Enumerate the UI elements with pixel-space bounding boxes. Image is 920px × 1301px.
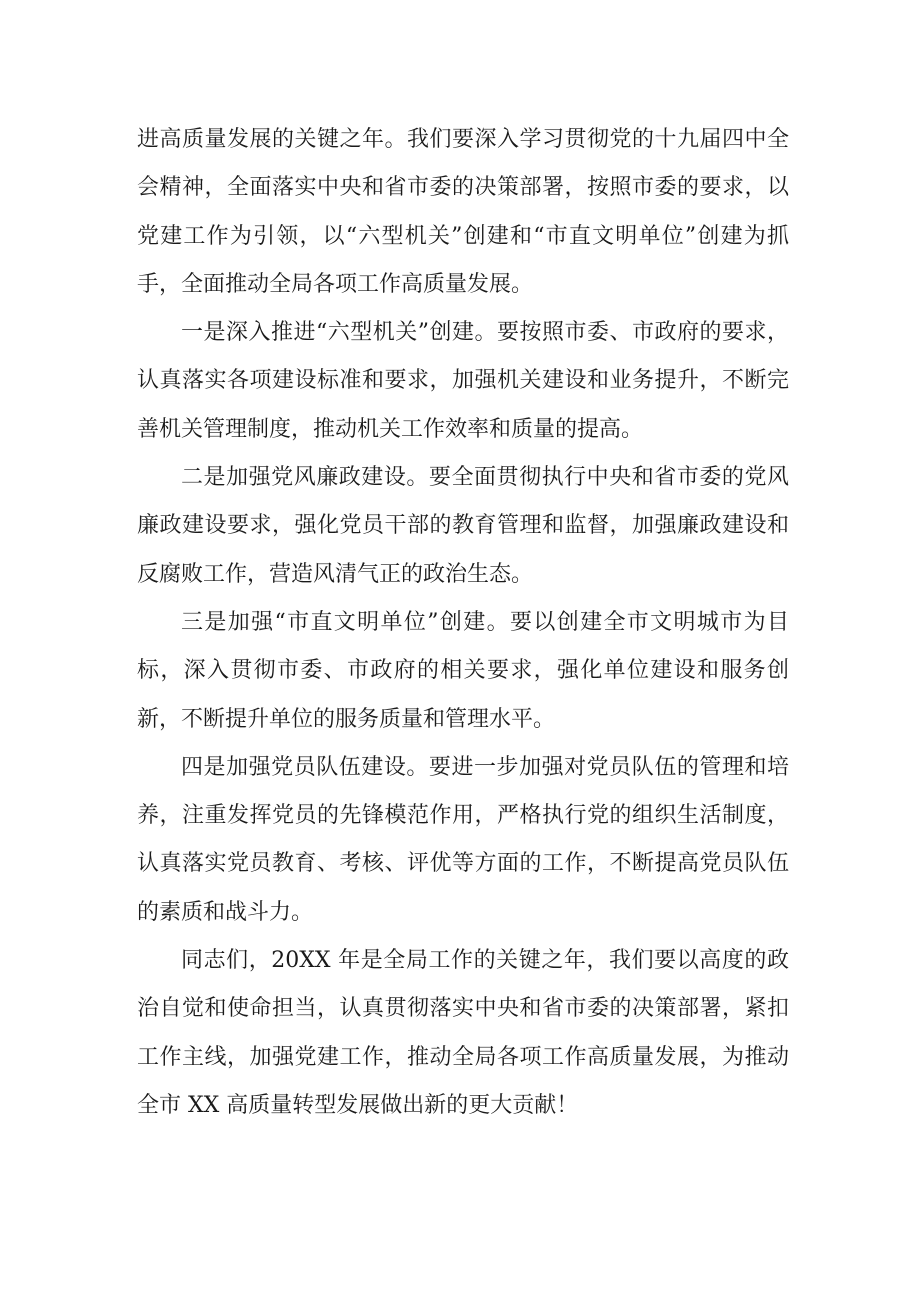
paragraph-closing: 同志们，20XX 年是全局工作的关键之年，我们要以高度的政治自觉和使命担当，认真贯彻落实中央和省市委的决策部署，紧扣工作主线，加强党建工作，推动全局各项工作高质量发展，为推动全市 XX 高质量转型发展做出新的更大贡献！ [137, 948, 789, 1118]
paragraph-six-type-organ: 一是深入推进“六型机关”创建。要按照市委、市政府的要求，认真落实各项建设标准和要求，加强机关建设和业务提升，不断完善机关管理制度，推动机关工作效率和质量的提高。 [137, 320, 789, 442]
document-body [137, 116, 789, 1130]
paragraph-intro: 进高质量发展的关键之年。我们要深入学习贯彻党的十九届四中全会精神，全面落实中央和省市委的决策部署，按照市委的要求，以党建工作为引领，以“六型机关”创建和“市直文明单位”创建为抓手，全面推动全局各项工作高质量发展。 [137, 127, 789, 297]
paragraph-civilized-unit: 三是加强“市直文明单位”创建。要以创建全市文明城市为目标，深入贯彻市委、市政府的相关要求，强化单位建设和服务创新，不断提升单位的服务质量和管理水平。 [137, 609, 789, 732]
paragraph-party-member-team: 四是加强党员队伍建设。要进一步加强对党员队伍的管理和培养，注重发挥党员的先锋模范作用，严格执行党的组织生活制度，认真落实党员教育、考核、评优等方面的工作，不断提高党员队伍的素质和战斗力。 [137, 754, 789, 925]
paragraph-integrity-building: 二是加强党风廉政建设。要全面贯彻执行中央和省市委的党风廉政建设要求，强化党员干部的教育管理和监督，加强廉政建设和反腐败工作，营造风清气正的政治生态。 [137, 465, 789, 587]
